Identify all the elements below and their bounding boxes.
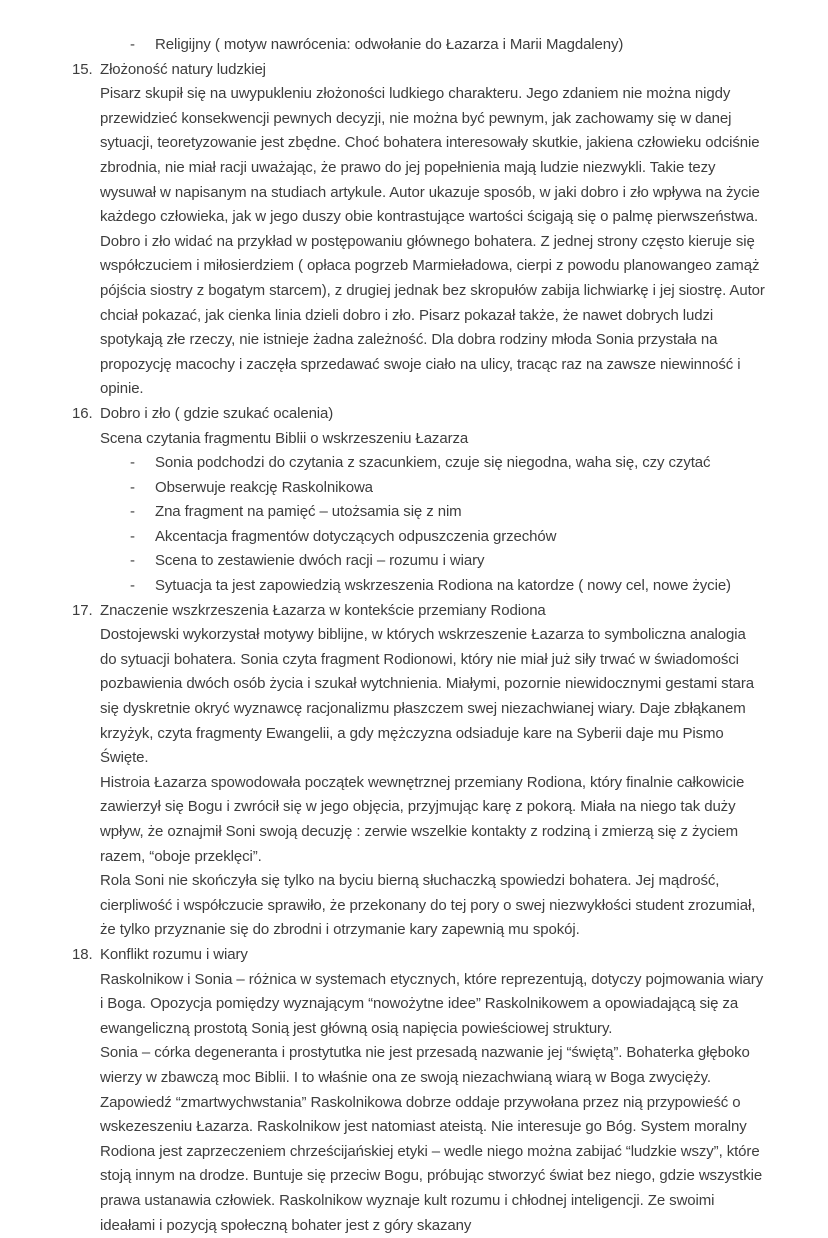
bullet-text: Sytuacja ta jest zapowiedzią wskrzeszenia Rodiona na katordze ( nowy cel, nowe życie) xyxy=(155,577,731,595)
item-title: Znaczenie wszkrzeszenia Łazarza w kontekście przemiany Rodiona xyxy=(100,601,546,619)
numbered-item-16 xyxy=(72,402,766,599)
item-paragraph: Dostojewski wykorzystał motywy biblijne, w których wskrzeszenie Łazarza to symboliczna analogia do sytuacji bohatera. Sonia czyta fragment Rodionowi, który nie miał już siły trwać w świadomości pozbawienia dwóch osób życia i szukał wytchnienia. Miałymi, pozornie niewidocznymi gestami stara się dyskretnie okryć wyznawcę racjonalizmu płaszczem swej niezachwianej wiary. Daje zbłąkanem krzyżyk, czyta fragmenty Ewangelii, a gdy mężczyzna odsiaduje kare na Syberii daje mu Pismo Święte. xyxy=(100,626,755,767)
numbered-item-15 xyxy=(72,58,766,402)
item-paragraph: Rola Soni nie skończyła się tylko na byciu bierną słuchaczką spowiedzi bohatera. Jej mądrość, cierpliwość i współczucie sprawiło, że przekonany do tej pory o swej niezwykłości student zrozumiał, że tylko przyznanie się do zbrodni i otrzymanie kary zapewnią mu spokój. xyxy=(100,872,756,939)
item-paragraph: Sonia – córka degeneranta i prostytutka nie jest przesadą nazwanie jej “świętą”. Bohaterka głęboko wierzy w zbawczą moc Biblii. I to właśnie ona ze swoją niezachwianą wiarą w Boga zwycięży. Zapowiedź “zmartwychwstania” Raskolnikowa dobrze oddaje przywołana przez nią przypowieść o wskezeszeniu Łazarza. Raskolnikow jest natomiast ateistą. Nie interesuje go Bóg. System moralny Rodiona jest zaprzeczeniem chrześcijańskiej etyki – wedle niego można zabijać “ludzkie wszy”, które stoją innym na drodze. Buntuje się przeciw Bogu, próbując stworzyć świat bez niego, gdzie wszystkie prawa ustanawia człowiek. Raskolnikow wyznaje kult rozumu i chłodnej inteligencji. Ze swoimi ideałami i pozycją społeczną bohater jest z góry skazany xyxy=(100,1044,763,1234)
bullet-text: Obserwuje reakcję Raskolnikowa xyxy=(155,478,373,496)
item-title: Złożoność natury ludzkiej xyxy=(100,60,266,78)
list-item xyxy=(100,451,766,476)
item-title: Konflikt rozumu i wiary xyxy=(100,945,248,963)
bullet-dash: - xyxy=(130,454,135,472)
numbered-item-18 xyxy=(72,943,766,1238)
bullet-text: Sonia podchodzi do czytania z szacunkiem, czuje się niegodna, waha się, czy czytać xyxy=(155,454,711,472)
bullet-dash: - xyxy=(130,552,135,570)
bullet-dash: - xyxy=(130,503,135,521)
item-number: 15. xyxy=(72,60,93,78)
bullet-dash: - xyxy=(130,577,135,595)
item-number: 17. xyxy=(72,601,93,619)
item-title: Dobro i zło ( gdzie szukać ocalenia) xyxy=(100,404,334,422)
bullet-text: Akcentacja fragmentów dotyczących odpuszczenia grzechów xyxy=(155,527,557,545)
bullet-dash: - xyxy=(130,478,135,496)
bullet-dash: - xyxy=(130,527,135,545)
item-paragraph: Histroia Łazarza spowodowała początek wewnętrznej przemiany Rodiona, który finalnie całkowicie zawierzył się Bogu i zwrócił się w jego objęcia, przyjmując karę z pokorą. Miała na niego tak duży wpływ, że oznajmił Soni swoją decuzję : zerwie wszelkie kontakty z rodziną i zmierzą się z życiem razem, “oboje przeklęci”. xyxy=(100,773,745,865)
item-number: 18. xyxy=(72,945,93,963)
list-item xyxy=(100,33,766,58)
item-paragraph: Scena czytania fragmentu Biblii o wskrzeszeniu Łazarza xyxy=(100,429,469,447)
numbered-item-17 xyxy=(72,599,766,943)
item-number: 16. xyxy=(72,404,93,422)
bullet-text: Zna fragment na pamięć – utożsamia się z nim xyxy=(155,503,462,521)
bullet-text: Scena to zestawienie dwóch racji – rozumu i wiary xyxy=(155,552,485,570)
list-item xyxy=(100,574,766,599)
list-item xyxy=(100,500,766,525)
list-item xyxy=(100,525,766,550)
list-item xyxy=(100,549,766,574)
intro-bullet-text: Religijny ( motyw nawrócenia: odwołanie do Łazarza i Marii Magdaleny) xyxy=(155,36,624,53)
item-paragraph: Pisarz skupił się na uwypukleniu złożoności ludkiego charakteru. Jego zdaniem nie można nigdy przewidzieć konsekwencji pewnych decyzji, nie można być pewnym, jak zachowamy się w danej sytuacji, teoretyzowanie jest zbędne. Choć bohatera interesowały skutkie, jakiena człowieku odciśnie zbrodnia, nie miał racji uważając, że prawo do jej popełnienia mają ludzie niezwykli. Takie tezy wysuwał w napisanym na studiach artykule. Autor ukazuje sposób, w jaki dobro i zło wpływa na życie każdego człowieka, jak w jego duszy obie kontrastujące wartości ścigają się o palmę pierwszeństwa. Dobro i zło widać na przykład w postępowaniu głównego bohatera. Z jednej strony często kieruje się współczuciem i miłosierdziem ( opłaca pogrzeb Marmieładowa, cierpi z powodu planowangeo zamąż pójścia siostry z bogatym starcem), z drugiej jednak bez skropułów zabija lichwiarkę i jej siostrę. Autor chciał pokazać, jak cienka linia dzieli dobro i zło. Pisarz pokazał także, że nawet dobrych ludzi spotykają złe rzeczy, nie istnieje żadna zależność. Dla dobra rodziny młoda Sonia przystała na propozycję macochy i zaczęła sprzedawać swoje ciało na ulicy, tracąc raz na zawsze niewinność i opinie. xyxy=(100,85,765,398)
bullet-dash: - xyxy=(130,36,135,53)
item-paragraph: Raskolnikow i Sonia – różnica w systemach etycznych, które reprezentują, dotyczy pojmowania wiary i Boga. Opozycja pomiędzy wyznającym “nowożytne idee” Raskolnikowem a opowiadającą się za ewangeliczną prostotą Sonią jest główną osią napięcia powieściowej struktury. xyxy=(100,970,764,1037)
list-item xyxy=(100,476,766,501)
